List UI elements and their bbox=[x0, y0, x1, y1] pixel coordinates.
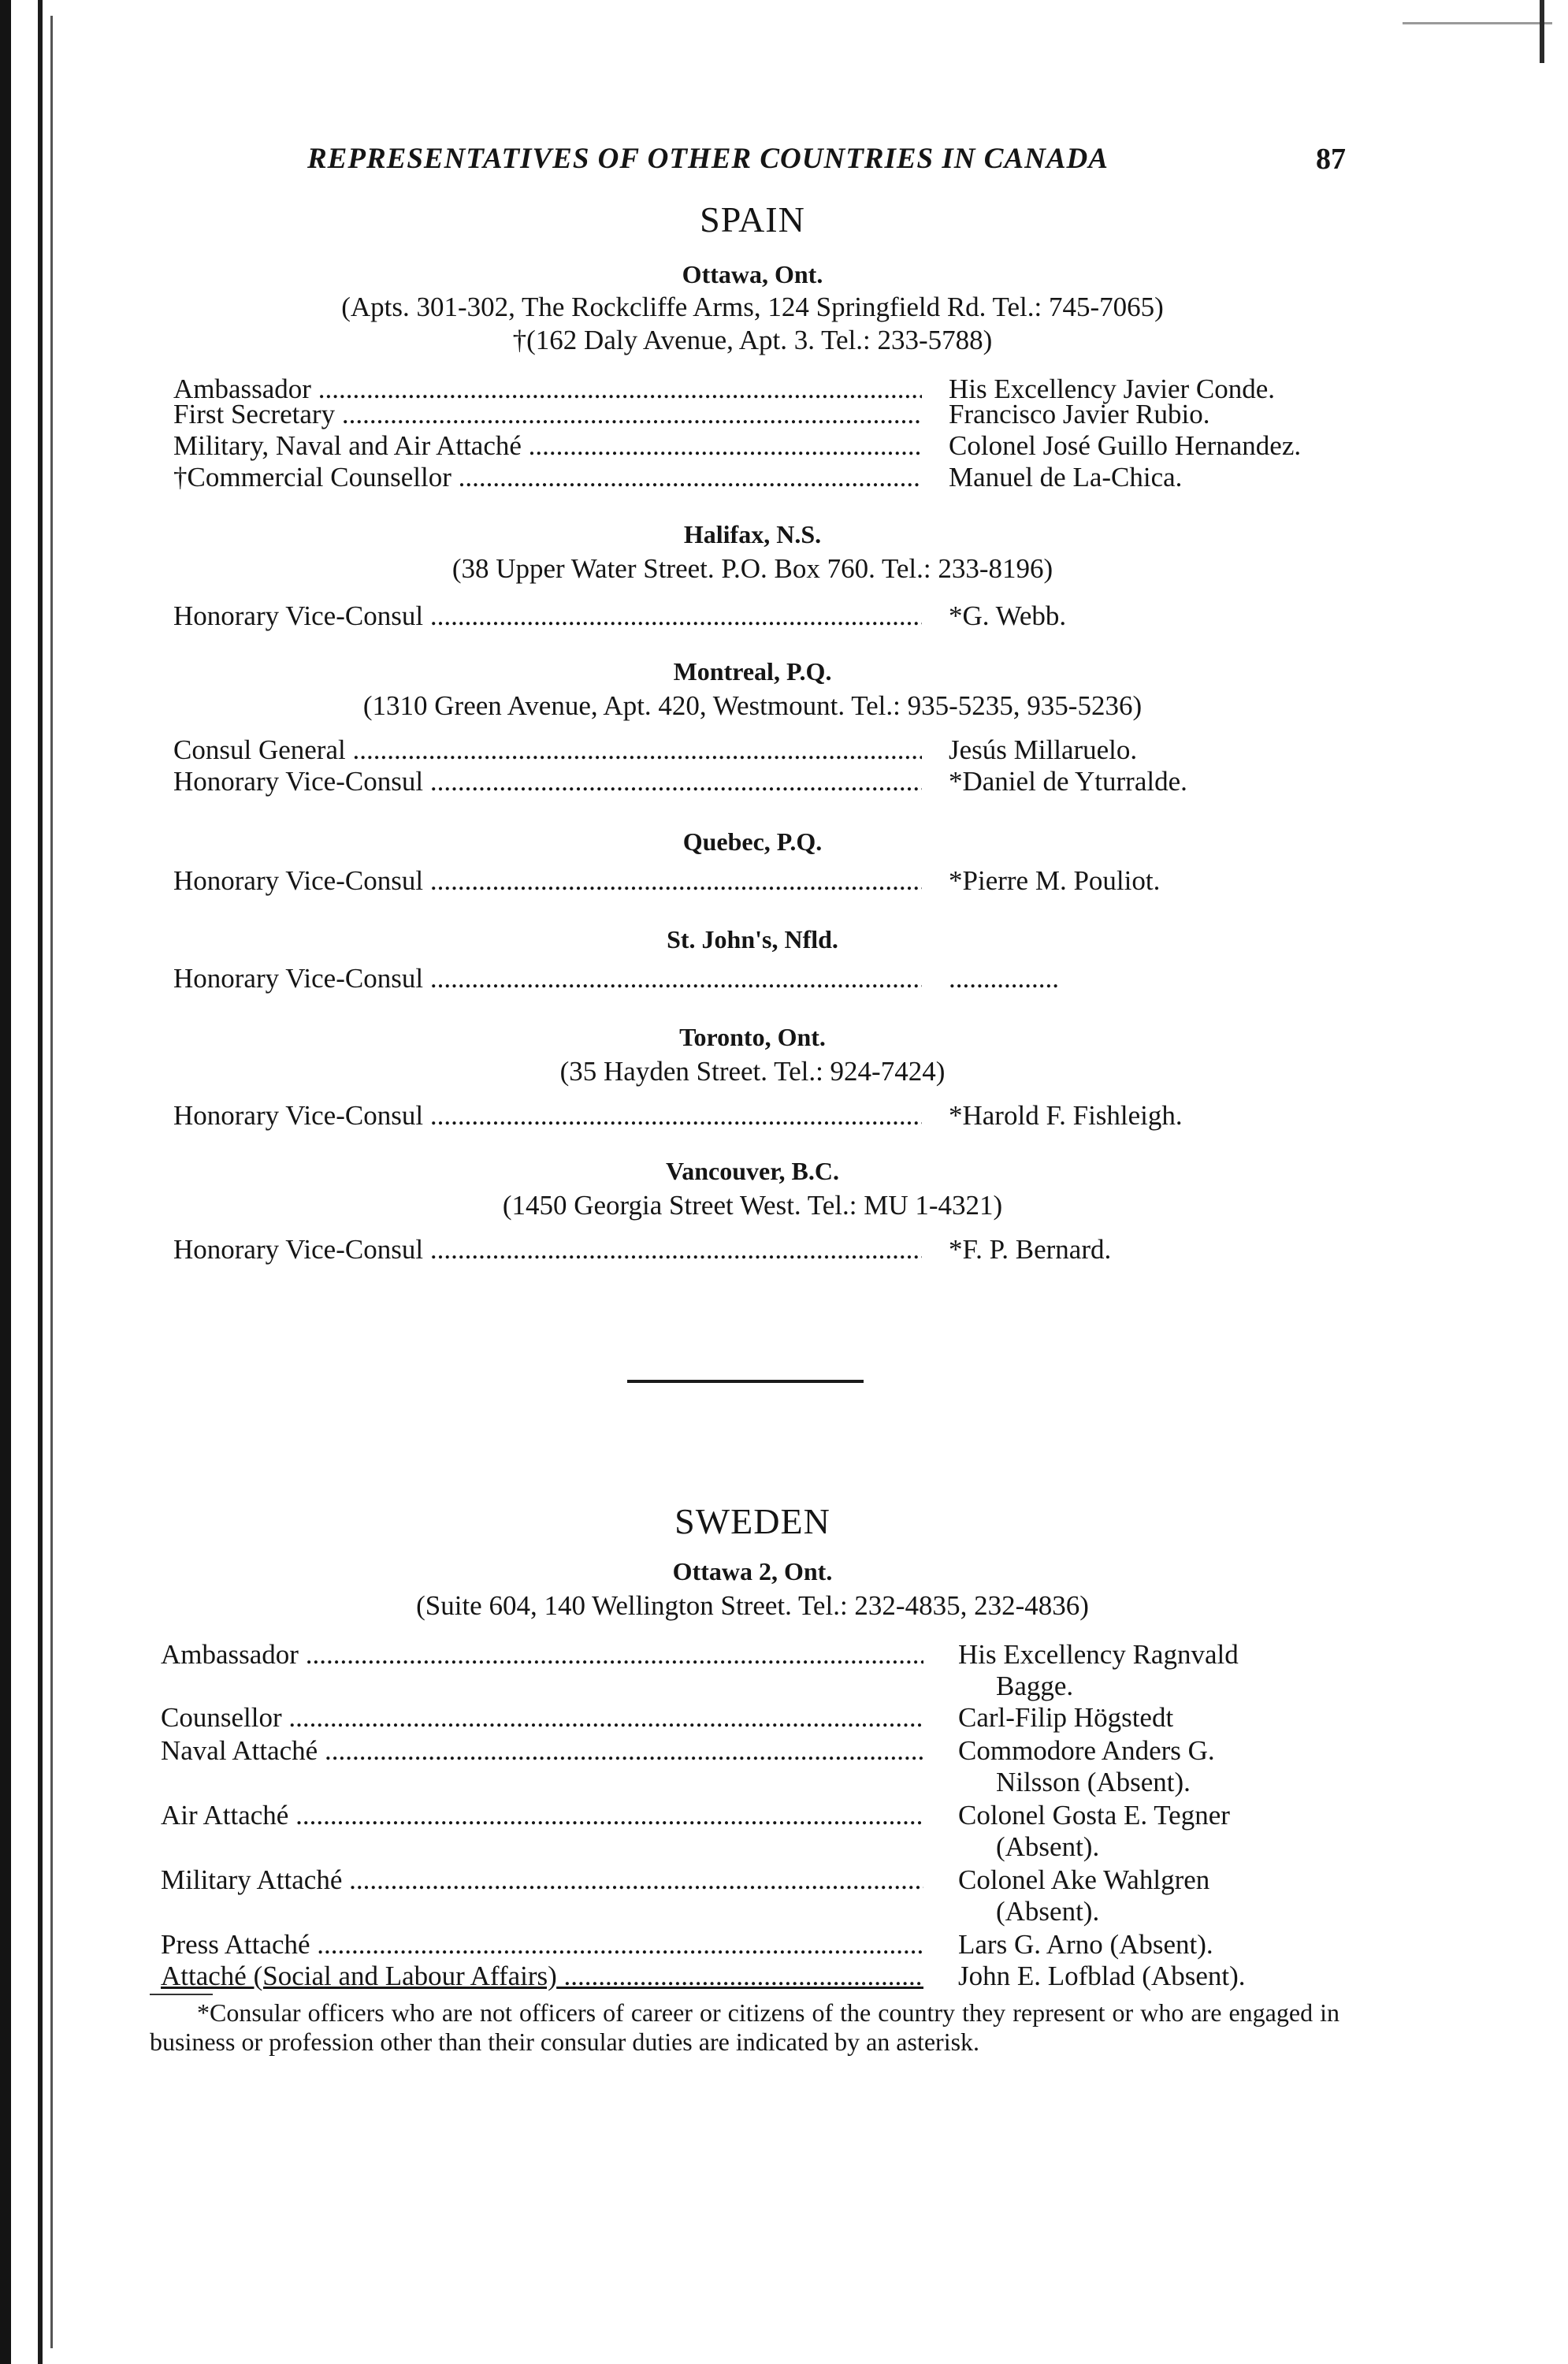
representative-name: Jesús Millaruelo. bbox=[949, 734, 1138, 765]
representative-name: *G. Webb. bbox=[949, 600, 1067, 631]
list-item bbox=[0, 766, 1568, 801]
footnote-rule bbox=[150, 1994, 213, 1995]
representative-name: Manuel de La-Chica. bbox=[949, 462, 1183, 492]
city-quebec: Quebec, P.Q. bbox=[682, 827, 823, 856]
list-item bbox=[0, 734, 1568, 769]
city-st-johns: St. John's, Nfld. bbox=[667, 925, 838, 953]
representative-name bbox=[958, 1864, 1209, 1927]
address-ottawa-2: †(162 Daly Avenue, Apt. 3. Tel.: 233-5788) bbox=[512, 325, 993, 355]
position-title: Military Attaché ..... bbox=[161, 1864, 923, 1896]
address-sweden: (Suite 604, 140 Wellington Street. Tel.: 232-4835, 232-4836) bbox=[416, 1590, 1089, 1621]
address-toronto: (35 Hayden Street. Tel.: 924-7424) bbox=[559, 1056, 946, 1087]
list-item bbox=[0, 399, 1568, 433]
position-title: Honorary Vice-Consul ..... bbox=[173, 963, 922, 994]
representative-name-line2: (Absent). bbox=[996, 1896, 1100, 1927]
representative-name-line2: Bagge. bbox=[996, 1671, 1074, 1701]
representative-name: *Pierre M. Pouliot. bbox=[949, 865, 1161, 896]
position-title: Honorary Vice-Consul ..... bbox=[173, 1234, 922, 1266]
list-item bbox=[0, 1100, 1568, 1135]
representative-name: Carl-Filip Högstedt bbox=[958, 1702, 1174, 1733]
page-number: 87 bbox=[1316, 143, 1346, 176]
scan-edge-mark bbox=[1540, 0, 1544, 63]
city-montreal: Montreal, P.Q. bbox=[673, 657, 832, 686]
scan-edge-line bbox=[1403, 22, 1552, 24]
city-toronto: Toronto, Ont. bbox=[679, 1023, 826, 1051]
representative-name: *F. P. Bernard. bbox=[949, 1234, 1112, 1265]
list-item bbox=[0, 600, 1568, 635]
city-ottawa-2: Ottawa 2, Ont. bbox=[672, 1557, 833, 1585]
position-title: Attaché (Social and Labour Affairs) ..... bbox=[161, 1961, 923, 1992]
representative-name bbox=[958, 1639, 1239, 1702]
representative-name: ................ bbox=[949, 963, 1059, 994]
page-header bbox=[0, 142, 1568, 189]
section-divider bbox=[627, 1380, 864, 1383]
position-title: First Secretary ..... bbox=[173, 399, 922, 430]
representative-name-line2: (Absent). bbox=[996, 1831, 1100, 1862]
list-item bbox=[0, 865, 1568, 900]
address-montreal: (1310 Green Avenue, Apt. 420, Westmount. Tel.: 935-5235, 935-5236) bbox=[362, 690, 1143, 721]
footnote: *Consular officers who are not officers of career or citizens of the country they represent or who are engaged in business or profession other than their consular duties are indicated by an asterisk. bbox=[150, 1998, 1339, 2056]
city-halifax: Halifax, N.S. bbox=[683, 520, 822, 548]
representative-name: John E. Lofblad (Absent). bbox=[958, 1961, 1246, 1991]
representative-name-line1: Colonel Gosta E. Tegner bbox=[958, 1800, 1230, 1831]
city-vancouver: Vancouver, B.C. bbox=[666, 1157, 839, 1185]
position-title: †Commercial Counsellor ..... bbox=[173, 462, 922, 493]
representative-name-line1: Colonel Ake Wahlgren bbox=[958, 1864, 1210, 1895]
position-title: Press Attaché ..... bbox=[161, 1929, 923, 1961]
list-item bbox=[0, 1961, 1568, 1995]
representative-name: His Excellency Javier Conde. bbox=[949, 374, 1276, 404]
representative-name: Colonel José Guillo Hernandez. bbox=[949, 430, 1302, 461]
city-ottawa: Ottawa, Ont. bbox=[682, 260, 823, 288]
position-title: Ambassador ..... bbox=[161, 1639, 923, 1671]
running-head: REPRESENTATIVES OF OTHER COUNTRIES IN CANADA bbox=[307, 143, 1109, 175]
representative-name bbox=[958, 1735, 1215, 1798]
list-item bbox=[0, 1800, 1568, 1866]
position-title: Honorary Vice-Consul ..... bbox=[173, 865, 922, 897]
list-item bbox=[0, 1929, 1568, 1964]
section-title-sweden: SWEDEN bbox=[674, 1501, 830, 1541]
list-item bbox=[0, 462, 1568, 496]
representative-name-line1: Commodore Anders G. bbox=[958, 1735, 1215, 1766]
address-vancouver: (1450 Georgia Street West. Tel.: MU 1-4321) bbox=[502, 1190, 1003, 1221]
address-ottawa-1: (Apts. 301-302, The Rockcliffe Arms, 124 Springfield Rd. Tel.: 745-7065) bbox=[341, 292, 1164, 322]
position-title: Honorary Vice-Consul ..... bbox=[173, 766, 922, 797]
list-item bbox=[0, 430, 1568, 465]
list-item bbox=[0, 963, 1568, 998]
position-title: Counsellor ..... bbox=[161, 1702, 923, 1734]
position-title: Honorary Vice-Consul ..... bbox=[173, 600, 922, 632]
position-title: Honorary Vice-Consul ..... bbox=[173, 1100, 922, 1132]
position-title: Ambassador ..... bbox=[173, 374, 922, 405]
section-title-spain: SPAIN bbox=[700, 199, 805, 240]
representative-name: Francisco Javier Rubio. bbox=[949, 399, 1210, 429]
representative-name-line2: Nilsson (Absent). bbox=[996, 1767, 1191, 1797]
position-title: Military, Naval and Air Attaché ..... bbox=[173, 430, 922, 462]
list-item bbox=[0, 1639, 1568, 1705]
representative-name: *Daniel de Yturralde. bbox=[949, 766, 1187, 797]
position-title: Naval Attaché ..... bbox=[161, 1735, 923, 1767]
position-title: Air Attaché ..... bbox=[161, 1800, 923, 1831]
representative-name: *Harold F. Fishleigh. bbox=[949, 1100, 1183, 1131]
position-title: Consul General ..... bbox=[173, 734, 922, 766]
representative-name bbox=[958, 1800, 1230, 1863]
list-item bbox=[0, 1234, 1568, 1269]
representative-name: Lars G. Arno (Absent). bbox=[958, 1929, 1213, 1960]
list-item bbox=[0, 1864, 1568, 1931]
address-halifax: (38 Upper Water Street. P.O. Box 760. Tel.: 233-8196) bbox=[451, 553, 1053, 584]
list-item bbox=[0, 1702, 1568, 1737]
list-item bbox=[0, 1735, 1568, 1801]
representative-name-line1: His Excellency Ragnvald bbox=[958, 1639, 1239, 1670]
